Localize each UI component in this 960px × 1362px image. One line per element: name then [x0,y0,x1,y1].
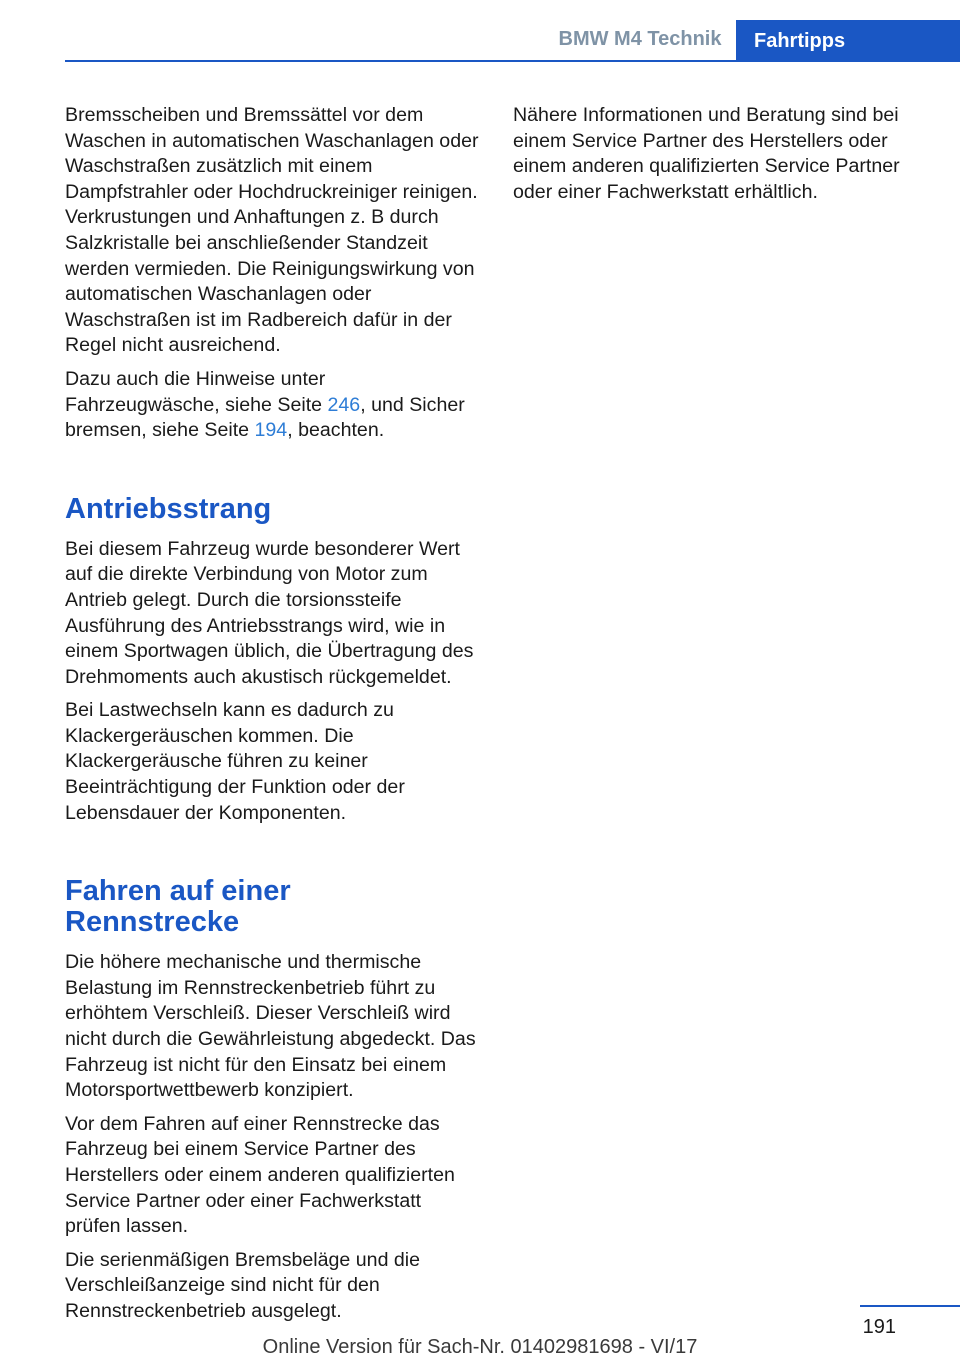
left-column [65,103,480,1325]
right-column [513,103,928,213]
chapter-tab[interactable]: Fahrtipps [736,20,960,62]
page-header [0,0,960,62]
header-divider [65,60,736,62]
paragraph-wear: Die höhere mechanische und thermische Belastung im Rennstreckenbetrieb führt zu erhöhtem Verschleiß. Dieser Verschleiß wird nicht durch die Gewährleistung abgedeckt. Das Fahrzeug ist nicht für den Einsatz bei einem Motorsportwettbewerb konzipiert. [65,951,476,1102]
page-number: 191 [862,1316,896,1338]
paragraph-brake-cleaning: Bremsscheiben und Bremssättel vor dem Waschen in automatischen Waschanlagen oder Waschstraßen zusätzlich mit einem Dampfstrahler oder Hochdruckreiniger reinigen. Verkrustungen und Anhaftungen z. B durch Salzkristalle bei anschließender Standzeit werden vermieden. Die Reinigungswirkung von automatischen Waschanlagen oder Waschstraßen ist im Radbereich dafür in der Regel nicht ausreichend. [65,104,479,357]
footer-divider [860,1305,960,1307]
reference-text-2: , und Sicher bremsen, siehe Seite [65,393,465,442]
heading-race-track-line2: Rennstrecke [65,906,240,939]
paragraph-more-info: Nähere Informationen und Beratung sind bei einem Service Partner des Herstellers oder einem anderen qualifizierten Service Partner oder einer Fachwerkstatt erhältlich. [513,104,900,203]
page-link-246[interactable]: 246 [327,393,361,416]
paragraph-references [65,367,480,444]
heading-race-track [65,876,480,938]
online-version-note: Online Version für Sach-Nr. 01402981698 - VI/17 [262,1336,698,1358]
heading-race-track-line1: Fahren auf einer [65,875,291,908]
section-title[interactable]: BMW M4 Technik [558,28,722,50]
page-link-194[interactable]: 194 [254,419,288,442]
paragraph-drivetrain: Bei diesem Fahrzeug wurde besonderer Wert auf die direkte Verbindung von Motor zum Antrieb gelegt. Durch die torsionssteife Ausführung des Antriebsstrangs wird, wie in einem Sportwagen üblich, die Übertragung des Drehmoments auch akustisch rückgemeldet. [65,537,474,688]
reference-text-1: Dazu auch die Hinweise unter Fahrzeugwäsche, siehe Seite [65,367,328,416]
heading-antriebsstrang: Antriebsstrang [65,492,272,525]
paragraph-inspection: Vor dem Fahren auf einer Rennstrecke das Fahrzeug bei einem Service Partner des Herstellers oder einem anderen qualifizierten Service Partner oder einer Fachwerkstatt prüfen lassen. [65,1112,455,1238]
paragraph-brake-pads: Die serienmäßigen Bremsbeläge und die Verschleißanzeige sind nicht für den Rennstreckenbetrieb ausgelegt. [65,1248,421,1322]
paragraph-load-change: Bei Lastwechseln kann es dadurch zu Klackergeräuschen kommen. Die Klackergeräusche führen zu keiner Beeinträchtigung der Funktion oder der Lebensdauer der Komponenten. [65,699,405,824]
reference-text-3: , beachten. [287,419,385,442]
